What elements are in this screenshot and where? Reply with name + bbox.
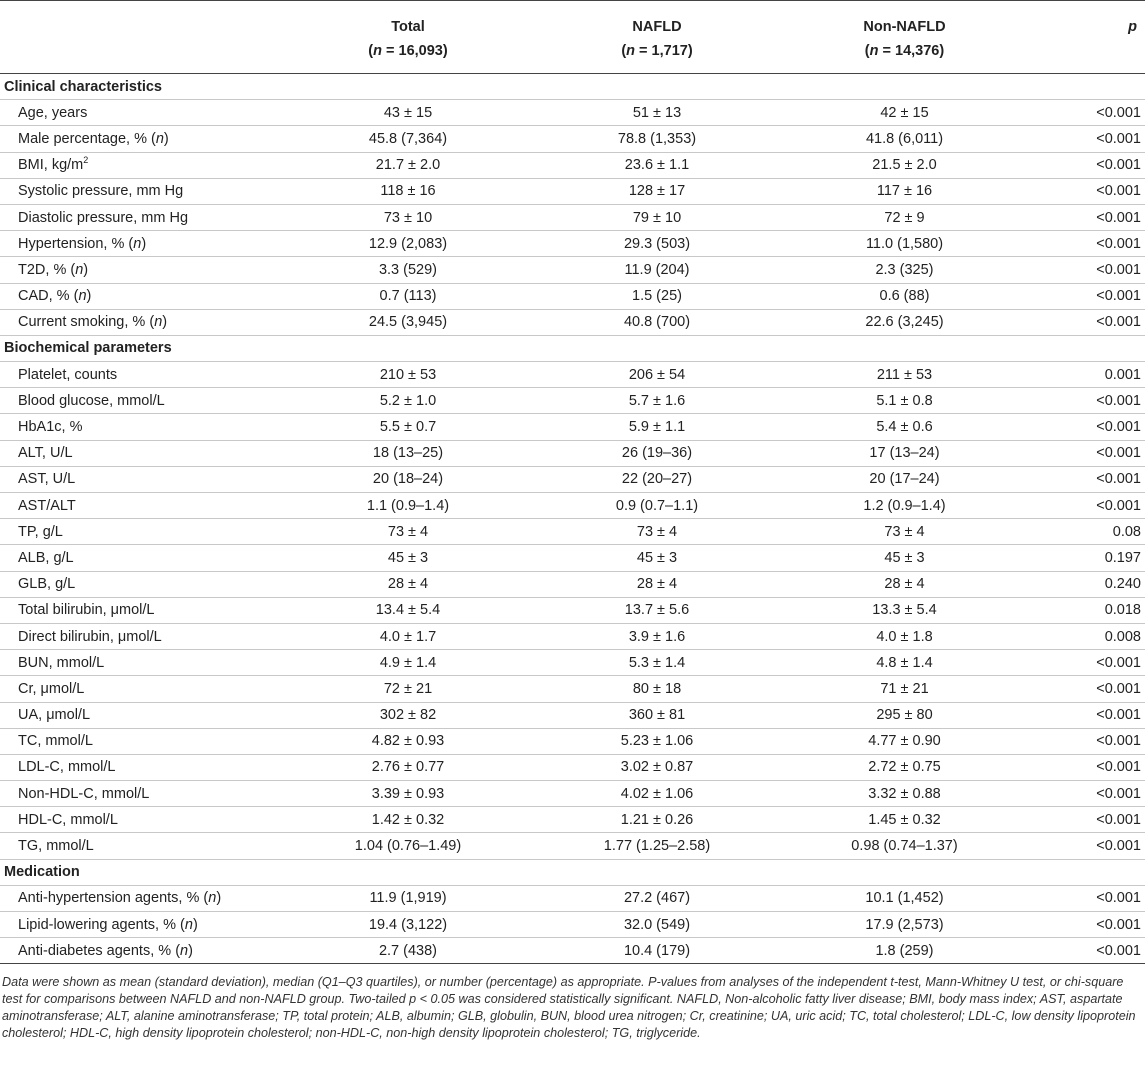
- cell-p-value: <0.001: [1096, 759, 1141, 776]
- cell-p-value: <0.001: [1096, 471, 1141, 488]
- cell-non-nafld: 1.45 ± 0.32: [868, 811, 941, 828]
- cell-total: 72 ± 21: [383, 680, 433, 697]
- row-label: ALB, g/L: [18, 549, 74, 566]
- table-row: [0, 571, 1145, 597]
- cell-p-value: <0.001: [1096, 811, 1141, 828]
- cell-nafld: 10.4 (179): [623, 942, 691, 959]
- cell-p-value: <0.001: [1096, 785, 1141, 802]
- table-row: [0, 885, 1145, 911]
- table-row: [0, 676, 1145, 702]
- table-row: [0, 388, 1145, 414]
- table-row: [0, 493, 1145, 519]
- cell-non-nafld: 1.2 (0.9–1.4): [863, 497, 946, 514]
- table-row: [0, 781, 1145, 807]
- header-non-nafld: [781, 1, 1028, 74]
- cell-total: 24.5 (3,945): [368, 314, 448, 331]
- cell-nafld: 5.7 ± 1.6: [628, 392, 686, 409]
- section-header-row: [0, 74, 1145, 100]
- cell-nafld: 4.02 ± 1.06: [620, 785, 694, 802]
- row-label: T2D, % (n): [18, 261, 89, 278]
- section-title: Biochemical parameters: [4, 340, 172, 357]
- table-row: [0, 702, 1145, 728]
- cell-total: 18 (13–25): [372, 445, 444, 462]
- header-total-label: Total: [391, 19, 425, 35]
- cell-non-nafld: 4.8 ± 1.4: [876, 654, 933, 671]
- cell-nafld: 32.0 (549): [623, 916, 691, 933]
- cell-nafld: 13.7 ± 5.6: [624, 602, 690, 619]
- row-label: Age, years: [18, 104, 88, 121]
- row-label: GLB, g/L: [18, 576, 76, 593]
- table-row: [0, 257, 1145, 283]
- cell-nafld: 80 ± 18: [632, 680, 682, 697]
- cell-nafld: 29.3 (503): [623, 235, 691, 252]
- section-title: Medication: [4, 864, 80, 881]
- cell-nafld: 26 (19–36): [621, 445, 693, 462]
- cell-non-nafld: 117 ± 16: [876, 183, 933, 200]
- header-row: [0, 1, 1145, 74]
- cell-total: 45 ± 3: [387, 549, 429, 566]
- cell-non-nafld: 22.6 (3,245): [865, 314, 944, 331]
- cell-p-value: 0.018: [1104, 602, 1141, 619]
- cell-p-value: <0.001: [1096, 942, 1141, 959]
- row-label: Diastolic pressure, mm Hg: [18, 209, 189, 226]
- cell-non-nafld: 17 (13–24): [869, 445, 940, 462]
- cell-non-nafld: 5.4 ± 0.6: [876, 419, 933, 436]
- table-row: [0, 231, 1145, 257]
- cell-nafld: 79 ± 10: [632, 209, 682, 226]
- cell-total: 3.39 ± 0.93: [371, 785, 445, 802]
- cell-nafld: 1.21 ± 0.26: [620, 811, 694, 828]
- cell-p-value: 0.08: [1112, 523, 1141, 540]
- row-label: HbA1c, %: [18, 419, 83, 436]
- cell-total: 4.0 ± 1.7: [379, 628, 437, 645]
- section-header-row: [0, 335, 1145, 361]
- table-row: [0, 178, 1145, 204]
- cell-total: 1.42 ± 0.32: [371, 811, 445, 828]
- row-label: Cr, μmol/L: [18, 680, 85, 697]
- cell-non-nafld: 4.77 ± 0.90: [868, 733, 941, 750]
- row-label: AST, U/L: [18, 471, 76, 488]
- cell-total: 302 ± 82: [379, 707, 437, 724]
- cell-nafld: 5.3 ± 1.4: [628, 654, 686, 671]
- table-row: [0, 362, 1145, 388]
- cell-total: 0.7 (113): [379, 288, 437, 305]
- cell-p-value: <0.001: [1096, 733, 1141, 750]
- table-row: [0, 466, 1145, 492]
- cell-non-nafld: 21.5 ± 2.0: [872, 157, 937, 174]
- cell-non-nafld: 0.98 (0.74–1.37): [851, 838, 958, 855]
- cell-non-nafld: 72 ± 9: [884, 209, 925, 226]
- cell-nafld: 51 ± 13: [632, 104, 682, 121]
- cell-p-value: <0.001: [1096, 890, 1141, 907]
- cell-nafld: 45 ± 3: [636, 549, 678, 566]
- table-row: [0, 100, 1145, 126]
- table-footnote: Data were shown as mean (standard deviation), median (Q1–Q3 quartiles), or number (percentage) as appropriate. P-values from analyses of the independent t-test, Mann-Whitney U test, or chi-square test for comparisons between NAFLD and non-NAFLD group. Two-tailed p < 0.05 was considered statistically significant. NAFLD, Non-alcoholic fatty liver disease; BMI, body mass index; AST, aspartate aminotransferase; ALT, alanine aminotransferase; TP, total protein; ALB, albumin; GLB, globulin, BUN, blood urea nitrogen; Cr, creatinine; UA, uric acid; TC, total cholesterol; LDL-C, low density lipoprotein cholesterol; HDL-C, high density lipoprotein cholesterol; non-HDL-C, non-high density lipoprotein cholesterol; TG, triglyceride.: [2, 975, 1136, 1041]
- row-label: Systolic pressure, mm Hg: [18, 183, 184, 200]
- cell-non-nafld: 1.8 (259): [875, 942, 934, 959]
- table-row: [0, 283, 1145, 309]
- cell-p-value: 0.008: [1104, 628, 1141, 645]
- table-row: [0, 728, 1145, 754]
- cell-non-nafld: 0.6 (88): [879, 288, 930, 305]
- cell-non-nafld: 41.8 (6,011): [865, 130, 944, 147]
- cell-p-value: <0.001: [1096, 838, 1141, 855]
- header-total-n: (n = 16,093): [368, 43, 448, 59]
- header-non-label: Non-NAFLD: [863, 19, 946, 35]
- row-label: UA, μmol/L: [18, 707, 91, 724]
- cell-nafld: 128 ± 17: [628, 183, 686, 200]
- cell-total: 4.9 ± 1.4: [379, 654, 437, 671]
- cell-p-value: <0.001: [1096, 680, 1141, 697]
- cell-nafld: 5.23 ± 1.06: [620, 733, 694, 750]
- cell-nafld: 23.6 ± 1.1: [624, 157, 690, 174]
- cell-p-value: <0.001: [1096, 314, 1141, 331]
- table-row: [0, 833, 1145, 859]
- row-label: BMI, $kg/m^2$: [18, 155, 89, 174]
- table-row: [0, 204, 1145, 230]
- cell-total: 2.76 ± 0.77: [371, 759, 445, 776]
- row-label: CAD, % (n): [18, 288, 92, 305]
- header-nafld-label: NAFLD: [632, 19, 682, 35]
- table-row: [0, 440, 1145, 466]
- table-row: [0, 938, 1145, 964]
- cell-nafld: 11.9 (204): [624, 261, 690, 278]
- row-label: Platelet, counts: [18, 366, 118, 383]
- header-nafld: [533, 1, 781, 74]
- row-label: TC, mmol/L: [18, 733, 93, 750]
- cell-p-value: <0.001: [1096, 104, 1141, 121]
- cell-p-value: <0.001: [1096, 916, 1141, 933]
- cell-p-value: <0.001: [1096, 497, 1141, 514]
- cell-non-nafld: 295 ± 80: [876, 707, 933, 724]
- cell-nafld: 28 ± 4: [636, 576, 678, 593]
- cell-p-value: <0.001: [1096, 445, 1141, 462]
- row-label: TP, g/L: [18, 523, 63, 540]
- cell-non-nafld: 11.0 (1,580): [865, 235, 944, 252]
- header-non-n: (n = 14,376): [864, 43, 945, 59]
- cell-nafld: 0.9 (0.7–1.1): [615, 497, 699, 514]
- cell-total: 4.82 ± 0.93: [371, 733, 445, 750]
- cell-total: 2.7 (438): [378, 942, 438, 959]
- cell-nafld: 27.2 (467): [623, 890, 691, 907]
- header-p: [1028, 1, 1145, 74]
- cell-total: 20 (18–24): [372, 471, 444, 488]
- cell-p-value: <0.001: [1096, 419, 1141, 436]
- table-row: [0, 309, 1145, 335]
- row-label: Lipid-lowering agents, % (n): [18, 916, 198, 933]
- cell-p-value: <0.001: [1096, 183, 1141, 200]
- cell-nafld: 40.8 (700): [623, 314, 691, 331]
- cell-total: 5.2 ± 1.0: [379, 392, 437, 409]
- cell-nafld: 73 ± 4: [636, 523, 678, 540]
- table-row: [0, 623, 1145, 649]
- row-label: AST/ALT: [18, 497, 76, 514]
- table-row: [0, 912, 1145, 938]
- section-header-row: [0, 859, 1145, 885]
- cell-non-nafld: 3.32 ± 0.88: [868, 785, 941, 802]
- cell-p-value: <0.001: [1096, 130, 1141, 147]
- cell-p-value: <0.001: [1096, 235, 1141, 252]
- cell-total: 13.4 ± 5.4: [375, 602, 441, 619]
- cell-p-value: <0.001: [1096, 707, 1141, 724]
- superscript: 2: [83, 155, 89, 166]
- cell-non-nafld: 17.9 (2,573): [865, 916, 944, 933]
- cell-p-value: <0.001: [1096, 261, 1141, 278]
- cell-total: 1.1 (0.9–1.4): [366, 497, 450, 514]
- cell-nafld: 1.77 (1.25–2.58): [603, 838, 711, 855]
- cell-non-nafld: 5.1 ± 0.8: [876, 392, 933, 409]
- table-row: [0, 754, 1145, 780]
- table-row: [0, 519, 1145, 545]
- section-title: Clinical characteristics: [4, 78, 162, 95]
- cell-total: 73 ± 10: [383, 209, 433, 226]
- cell-nafld: 22 (20–27): [621, 471, 693, 488]
- cell-p-value: <0.001: [1096, 157, 1141, 174]
- table-row: [0, 414, 1145, 440]
- row-label: Blood glucose, mmol/L: [18, 392, 165, 409]
- cell-non-nafld: 4.0 ± 1.8: [876, 628, 933, 645]
- table-row: [0, 126, 1145, 152]
- cell-nafld: 206 ± 54: [628, 366, 686, 383]
- cell-total: 45.8 (7,364): [368, 130, 448, 147]
- cell-total: 118 ± 16: [380, 183, 436, 200]
- table-row: [0, 597, 1145, 623]
- row-label: Current smoking, % (n): [18, 314, 168, 331]
- cell-total: 12.9 (2,083): [368, 235, 448, 252]
- row-label: HDL-C, mmol/L: [18, 811, 118, 828]
- cell-non-nafld: 211 ± 53: [876, 366, 933, 383]
- cell-total: 1.04 (0.76–1.49): [354, 838, 462, 855]
- cell-non-nafld: 2.3 (325): [875, 261, 934, 278]
- row-label: TG, mmol/L: [18, 838, 94, 855]
- cell-total: 73 ± 4: [387, 523, 429, 540]
- cell-total: 21.7 ± 2.0: [375, 157, 441, 174]
- row-label: Anti-hypertension agents, % (n): [18, 890, 222, 907]
- row-label: Non-HDL-C, mmol/L: [18, 785, 150, 802]
- cell-nafld: 3.9 ± 1.6: [628, 628, 686, 645]
- cell-non-nafld: 73 ± 4: [884, 523, 925, 540]
- header-blank: [0, 1, 283, 74]
- cell-total: 28 ± 4: [387, 576, 429, 593]
- row-label: Direct bilirubin, μmol/L: [18, 628, 162, 645]
- cell-total: 210 ± 53: [379, 366, 437, 383]
- row-label: Total bilirubin, μmol/L: [18, 602, 155, 619]
- cell-non-nafld: 28 ± 4: [884, 576, 925, 593]
- row-label: ALT, U/L: [18, 445, 73, 462]
- row-label: BUN, mmol/L: [18, 654, 105, 671]
- row-label: Hypertension, % (n): [18, 235, 147, 252]
- cell-nafld: 3.02 ± 0.87: [620, 759, 694, 776]
- cell-nafld: 78.8 (1,353): [617, 130, 697, 147]
- cell-non-nafld: 10.1 (1,452): [865, 890, 944, 907]
- cell-non-nafld: 45 ± 3: [884, 549, 925, 566]
- cell-nafld: 360 ± 81: [628, 707, 686, 724]
- cell-non-nafld: 20 (17–24): [869, 471, 940, 488]
- cell-p-value: <0.001: [1096, 392, 1141, 409]
- cell-p-value: 0.240: [1104, 576, 1141, 593]
- table-row: [0, 545, 1145, 571]
- cell-non-nafld: 42 ± 15: [880, 104, 929, 121]
- cell-total: 19.4 (3,122): [368, 916, 448, 933]
- cell-p-value: 0.197: [1104, 549, 1141, 566]
- cell-p-value: 0.001: [1104, 366, 1141, 383]
- header-nafld-n: (n = 1,717): [621, 43, 693, 59]
- row-label: Male percentage, % (n): [18, 130, 169, 147]
- cell-non-nafld: 71 ± 21: [880, 680, 929, 697]
- cell-total: 43 ± 15: [383, 104, 433, 121]
- cell-non-nafld: 2.72 ± 0.75: [868, 759, 941, 776]
- header-p-label: p: [1128, 19, 1137, 35]
- table-body: [0, 74, 1145, 964]
- cell-p-value: <0.001: [1096, 654, 1141, 671]
- row-label: LDL-C, mmol/L: [18, 759, 116, 776]
- cell-non-nafld: 13.3 ± 5.4: [872, 602, 937, 619]
- cell-total: 3.3 (529): [378, 261, 438, 278]
- table-row: [0, 650, 1145, 676]
- row-label: Anti-diabetes agents, % (n): [18, 942, 193, 959]
- table-row: [0, 152, 1145, 178]
- header-total: [283, 1, 533, 74]
- cell-nafld: 1.5 (25): [632, 288, 682, 305]
- cell-p-value: <0.001: [1096, 288, 1141, 305]
- cell-total: 11.9 (1,919): [369, 890, 447, 907]
- table-row: [0, 807, 1145, 833]
- cell-total: 5.5 ± 0.7: [379, 419, 437, 436]
- cell-p-value: <0.001: [1096, 209, 1141, 226]
- cell-nafld: 5.9 ± 1.1: [628, 419, 686, 436]
